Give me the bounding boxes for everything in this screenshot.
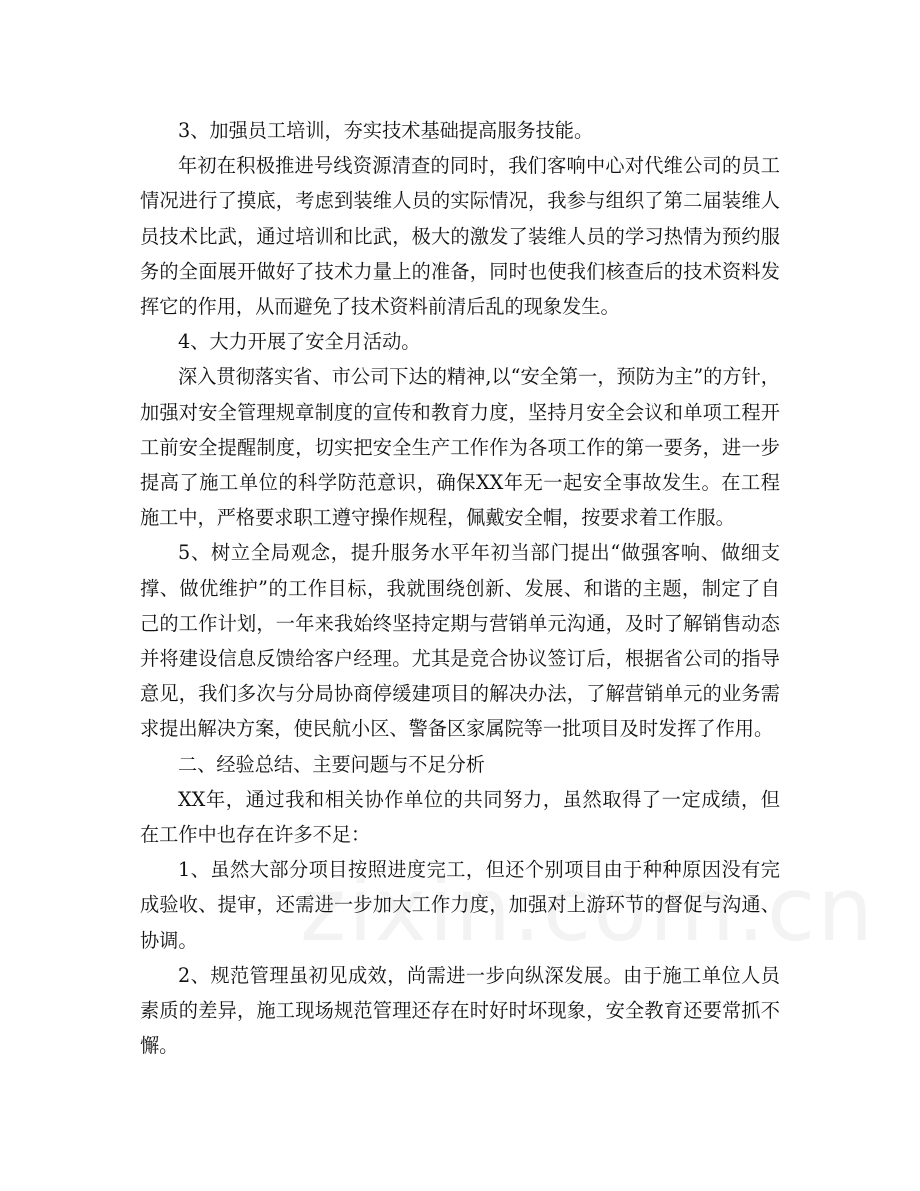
paragraph-training: 年初在积极推进号线资源清查的同时，我们客响中心对代维公司的员工情况进行了摸底，考虑到装维人员的实际情况，我参与组织了第二届装维人员技术比武，通过培训和比武，极大的激发了装维人员的学习热情为预约服务的全面展开做好了技术力量上的准备，同时也使我们核查后的技术资料发挥它的作用，从而避免了技术资料前清后乱的现象发生。 — [140, 154, 780, 319]
paragraph-issue-2: 2、规范管理虽初见成效，尚需进一步向纵深发展。由于施工单位人员素质的差异，施工现场规范管理还存在时好时坏现象，安全教育还要常抓不懈。 — [140, 963, 780, 1058]
paragraph-summary: XX年，通过我和相关协作单位的共同努力，虽然取得了一定成绩，但在工作中也存在许多不足： — [140, 787, 780, 847]
heading-item-3: 3、加强员工培训，夯实技术基础提高服务技能。 — [178, 119, 594, 142]
paragraph-issue-1: 1、虽然大部分项目按照进度完工，但还个别项目由于种种原因没有完成验收、提审，还需进一步加大工作力度，加强对上游环节的督促与沟通、协调。 — [140, 858, 780, 952]
site-watermark — [300, 858, 875, 961]
section-heading-2: 二、经验总结、主要问题与不足分析 — [178, 752, 485, 776]
paragraph-safety: 深入贯彻落实省、市公司下达的精神,以“安全第一，预防为主”的方针，加强对安全管理规章制度的宣传和教育力度，坚持月安全会议和单项工程开工前安全提醒制度，切实把安全生产工作作为各项工作的第一要务，进一步提高了施工单位的科学防范意识，确保XX年无一起安全事故发生。在工程施工中，严格要求职工遵守操作规程，佩戴安全帽，按要求着工作服。 — [140, 365, 780, 530]
heading-item-4: 4、大力开展了安全月活动。 — [178, 330, 421, 354]
paragraph-item-5: 5、树立全局观念，提升服务水平年初当部门提出“做强客响、做细支撑、做优维护”的工作目标，我就围绕创新、发展、和谐的主题，制定了自己的工作计划，一年来我始终坚持定期与营销单元沟通，及时了解销售动态并将建设信息反馈给客户经理。尤其是竞合协议签订后，根据省公司的指导意见，我们多次与分局协商停缓建项目的解决办法，了解营销单元的业务需求提出解决方案，使民航小区、警备区家属院等一批项目及时发挥了作用。 — [140, 541, 780, 741]
